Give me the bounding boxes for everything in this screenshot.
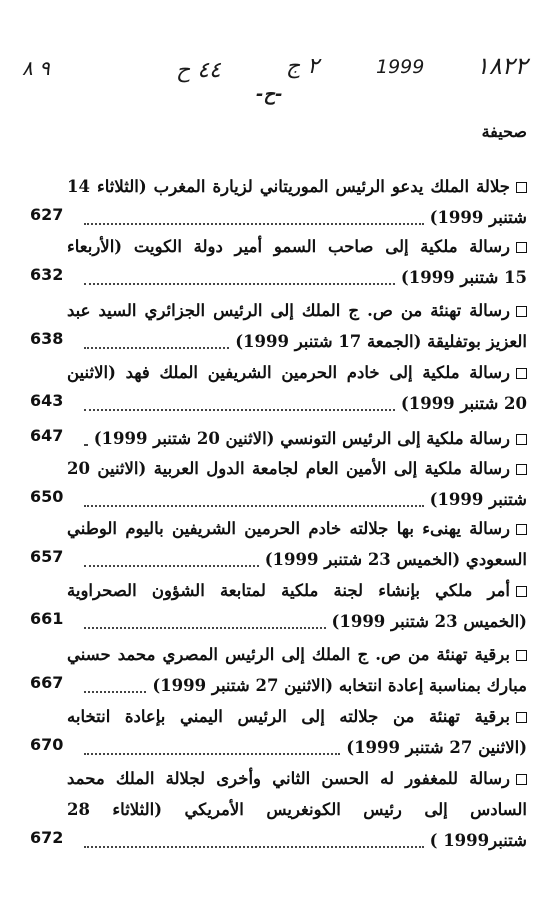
toc-entry-line bbox=[235, 327, 527, 357]
checkbox-square-icon bbox=[516, 774, 527, 785]
toc-dot-leader bbox=[84, 221, 424, 225]
checkbox-square-icon bbox=[516, 434, 527, 445]
toc-entry-line bbox=[430, 203, 527, 233]
toc-page-number: 627 bbox=[30, 205, 64, 224]
checkbox-square-icon bbox=[516, 524, 527, 535]
toc-entry-text: رسالة للمغفور له الحسن الثاني وأخرى لجلالة الملك محمد bbox=[67, 769, 510, 788]
toc-entry-line bbox=[332, 607, 527, 637]
handwritten-note-right: ١٨٢٢ bbox=[476, 52, 528, 80]
toc-entry-line bbox=[67, 296, 527, 326]
toc-entry-line bbox=[67, 358, 527, 388]
toc-page-number: 643 bbox=[30, 391, 64, 410]
toc-page-number: 638 bbox=[30, 329, 64, 348]
toc-entry-line bbox=[430, 826, 527, 856]
checkbox-square-icon bbox=[516, 306, 527, 317]
toc-entry-line bbox=[152, 671, 527, 701]
toc-page-number: 667 bbox=[30, 673, 64, 692]
toc-page-number: 670 bbox=[30, 735, 64, 754]
toc-entry-text: رسالة ملكية إلى الرئيس التونسي (الاثنين 20 شتنبر 1999) bbox=[93, 429, 510, 448]
toc-entry-text: رسالة ملكية إلى صاحب السمو أمير دولة الكويت (الأربعاء bbox=[67, 237, 510, 256]
toc-entry-text: السعودي (الخميس 23 شتنبر 1999) bbox=[264, 550, 527, 569]
toc-entry-line bbox=[67, 702, 527, 732]
checkbox-square-icon bbox=[516, 586, 527, 597]
toc-dot-leader bbox=[84, 751, 340, 755]
toc-dot-leader bbox=[84, 689, 146, 693]
toc-entry-line bbox=[67, 454, 527, 484]
toc-entry-line bbox=[67, 514, 527, 544]
toc-entry-text: مبارك بمناسبة إعادة انتخابه (الاثنين 27 شتنبر 1999) bbox=[152, 676, 527, 695]
toc-entry-text: رسالة يهنىء بها جلالته خادم الحرمين الشريفين باليوم الوطني bbox=[67, 519, 510, 538]
toc-entry-text: شتنبر1999 ) bbox=[429, 831, 527, 850]
handwritten-year: 1999 bbox=[376, 56, 425, 78]
toc-entry-line bbox=[67, 764, 527, 794]
toc-page-number: 650 bbox=[30, 487, 64, 506]
toc-entry-line bbox=[67, 576, 527, 606]
toc-dot-leader bbox=[84, 407, 395, 411]
toc-entry-text: برقية تهنئة من ص. ج الملك إلى الرئيس المصري محمد حسني bbox=[67, 645, 510, 664]
toc-dot-leader bbox=[84, 503, 424, 507]
toc-entry-line bbox=[67, 795, 527, 825]
toc-entry-text: شتنبر 1999) bbox=[429, 490, 527, 509]
checkbox-square-icon bbox=[516, 242, 527, 253]
handwritten-note-center: -ح- bbox=[256, 84, 283, 105]
toc-dot-leader bbox=[84, 442, 88, 446]
toc-dot-leader bbox=[84, 563, 259, 567]
toc-entry-text: 20 شتنبر 1999) bbox=[400, 394, 527, 413]
toc-dot-leader bbox=[84, 281, 395, 285]
toc-entry-line bbox=[346, 733, 527, 763]
toc-page-number: 647 bbox=[30, 426, 64, 445]
toc-entry-line bbox=[67, 172, 527, 202]
toc-entry-text: رسالة ملكية إلى خادم الحرمين الشريفين الملك فهد (الاثنين bbox=[67, 363, 510, 382]
checkbox-square-icon bbox=[516, 650, 527, 661]
toc-entry-text: شتنبر 1999) bbox=[429, 208, 527, 227]
handwritten-note-mid1: ٤٤ ح bbox=[176, 58, 221, 83]
toc-entry-text: (الخميس 23 شتنبر 1999) bbox=[331, 612, 527, 631]
handwritten-note-left: ٩ ٨ bbox=[22, 56, 50, 80]
checkbox-square-icon bbox=[516, 464, 527, 475]
toc-entry-text: 15 شتنبر 1999) bbox=[400, 268, 527, 287]
toc-entry-text: رسالة ملكية إلى الأمين العام لجامعة الدول العربية (الاثنين 20 bbox=[67, 459, 510, 478]
toc-page-number: 672 bbox=[30, 828, 64, 847]
toc-entry-text: العزيز بوتفليقة (الجمعة 17 شتنبر 1999) bbox=[235, 332, 527, 351]
toc-entry-line bbox=[94, 424, 527, 454]
toc-entry-text: السادس إلى رئيس الكونغريس الأمريكي (الثلاثاء 28 bbox=[67, 800, 527, 819]
toc-dot-leader bbox=[84, 345, 229, 349]
toc-dot-leader bbox=[84, 844, 424, 848]
toc-page-number: 657 bbox=[30, 547, 64, 566]
page-column-heading: صحيفة bbox=[481, 122, 527, 141]
toc-page-number: 661 bbox=[30, 609, 64, 628]
toc-entry-text: جلالة الملك يدعو الرئيس الموريتاني لزيارة المغرب (الثلاثاء 14 bbox=[67, 177, 510, 196]
toc-dot-leader bbox=[84, 625, 326, 629]
toc-entry-line bbox=[67, 232, 527, 262]
toc-entry-line bbox=[401, 263, 527, 293]
checkbox-square-icon bbox=[516, 712, 527, 723]
toc-entry-line bbox=[401, 389, 527, 419]
checkbox-square-icon bbox=[516, 182, 527, 193]
handwritten-note-mid2: ٢ ج bbox=[286, 54, 320, 79]
toc-entry-text: أمر ملكي بإنشاء لجنة ملكية لمتابعة الشؤون الصحراوية bbox=[67, 581, 510, 600]
toc-entry-line bbox=[67, 640, 527, 670]
checkbox-square-icon bbox=[516, 368, 527, 379]
toc-entry-text: رسالة تهنئة من ص. ج الملك إلى الرئيس الجزائري السيد عبد bbox=[67, 301, 510, 320]
toc-page-number: 632 bbox=[30, 265, 64, 284]
toc-entry-line bbox=[430, 485, 527, 515]
toc-entry-line bbox=[265, 545, 527, 575]
toc-entry-text: (الاثنين 27 شتنبر 1999) bbox=[346, 738, 527, 757]
toc-entry-text: برقية تهنئة من جلالته إلى الرئيس اليمني بإعادة انتخابه bbox=[67, 707, 510, 726]
